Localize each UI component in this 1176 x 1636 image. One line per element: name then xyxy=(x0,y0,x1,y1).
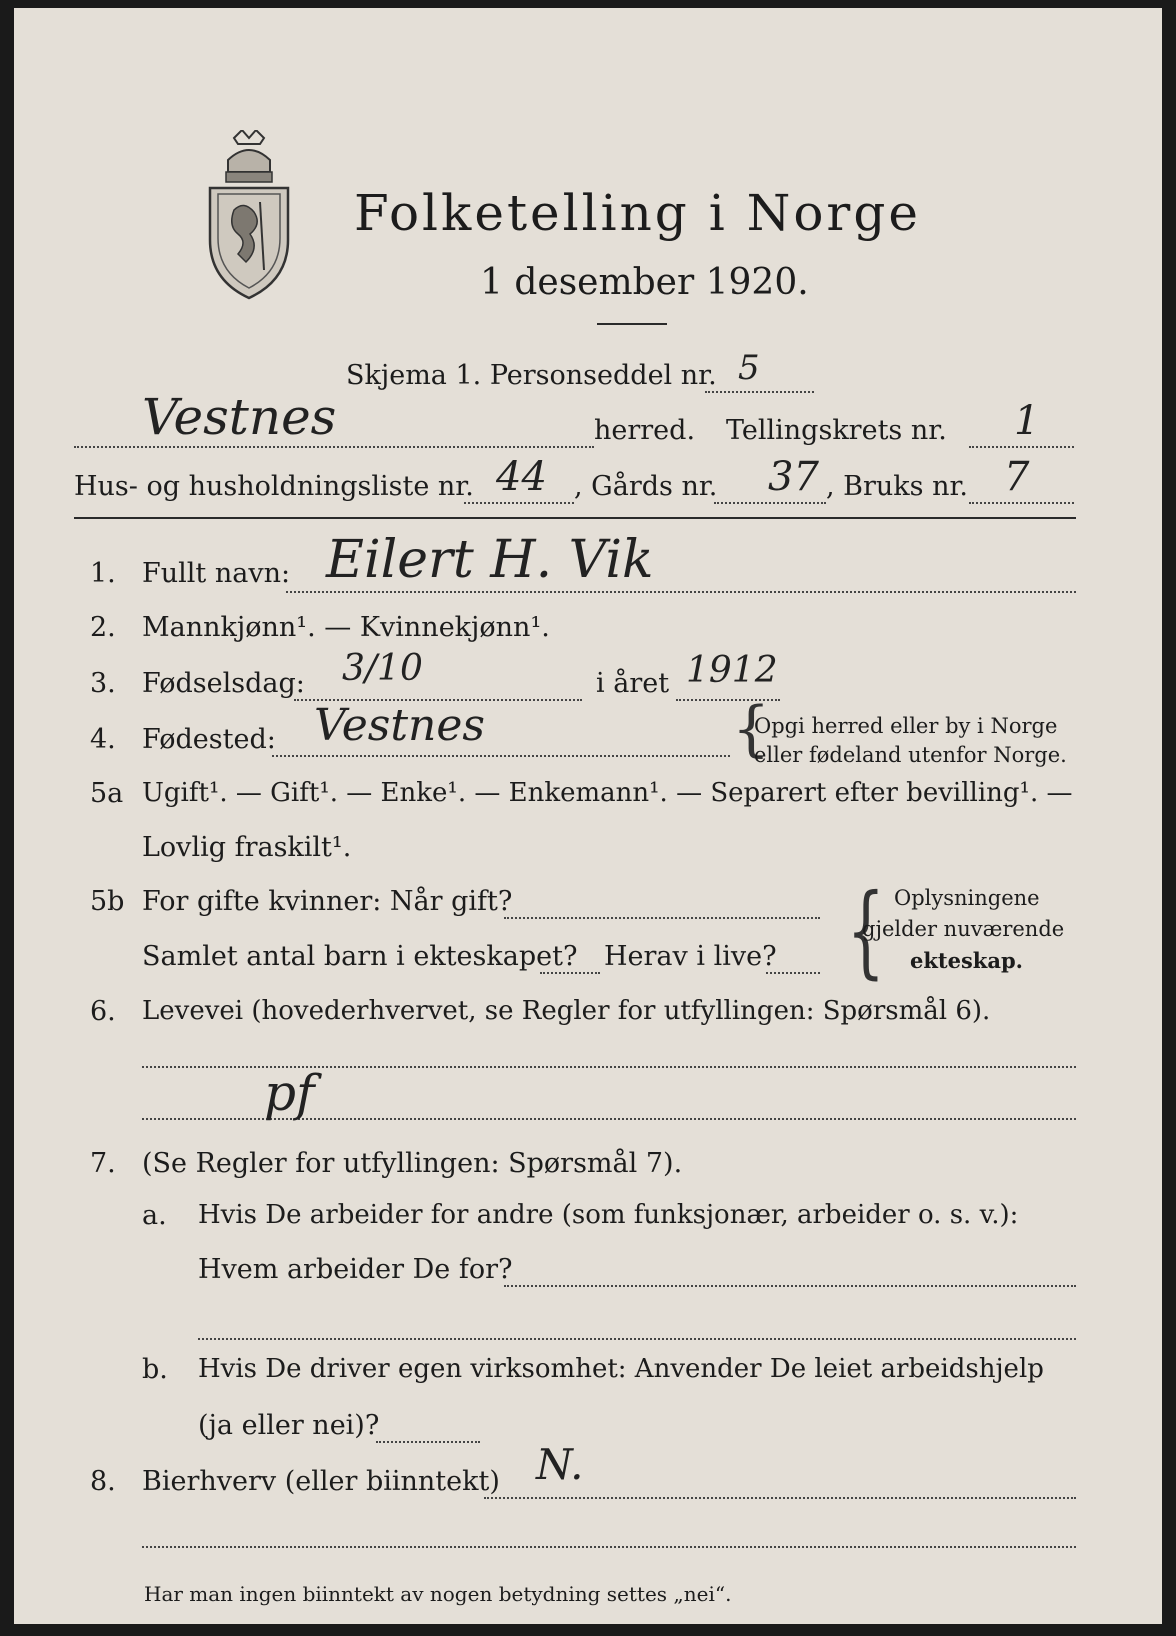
tellingskrets-nr: 1 xyxy=(1014,398,1040,444)
tellingskrets-label: Tellingskrets nr. xyxy=(726,415,947,446)
coat-of-arms-icon xyxy=(204,130,294,300)
q6-number: 6. xyxy=(90,996,116,1027)
husliste-label: Hus- og husholdningsliste nr. xyxy=(74,471,474,502)
q5b-note-1: Oplysningene xyxy=(894,886,1040,910)
gards-nr: 37 xyxy=(768,454,819,500)
q3-year-label: i året xyxy=(596,668,670,699)
q3-number: 3. xyxy=(90,668,116,699)
q8-label: Bierhverv (eller biinntekt) xyxy=(142,1466,500,1497)
q7a-field-2 xyxy=(198,1338,1076,1340)
herred-label: herred. xyxy=(594,415,696,446)
q2-number: 2. xyxy=(90,612,116,643)
q5b-alive-field xyxy=(766,972,820,974)
q7a-label-2: Hvem arbeider De for? xyxy=(198,1254,513,1285)
birthplace-value: Vestnes xyxy=(314,700,485,751)
q4-brace: { xyxy=(732,694,771,764)
q7-label: (Se Regler for utfyllingen: Spørsmål 7). xyxy=(142,1148,683,1179)
q7b-label: Hvis De driver egen virksomhet: Anvender De leiet arbeidshjelp xyxy=(198,1354,1044,1384)
q4-note-1: Opgi herred eller by i Norge xyxy=(754,714,1058,738)
q5a-label-2: Lovlig fraskilt¹. xyxy=(142,832,352,863)
q7a-letter: a. xyxy=(142,1200,167,1231)
birthday-value: 3/10 xyxy=(342,648,423,689)
q5a-number: 5a xyxy=(90,778,124,809)
side-income-value: N. xyxy=(536,1440,584,1489)
q1-label: Fullt navn: xyxy=(142,558,291,589)
q5b-children-field xyxy=(540,972,600,974)
q1-number: 1. xyxy=(90,558,116,589)
q8-number: 8. xyxy=(90,1466,116,1497)
q1-field xyxy=(286,591,1076,593)
form-title: Folketelling i Norge xyxy=(354,184,921,242)
census-date: 1 desember 1920. xyxy=(480,262,809,303)
q4-number: 4. xyxy=(90,724,116,755)
q5b-brace: { xyxy=(846,872,885,989)
q7a-label: Hvis De arbeider for andre (som funksjonær, arbeider o. s. v.): xyxy=(198,1200,1019,1230)
q5b-label-3: Herav i live? xyxy=(604,941,777,972)
header-rule xyxy=(74,517,1076,519)
q8-field xyxy=(484,1497,1076,1499)
q4-field xyxy=(272,755,730,757)
q7a-field-1 xyxy=(504,1285,1076,1287)
q7b-label-2: (ja eller nei)? xyxy=(198,1410,380,1441)
herred-value: Vestnes xyxy=(142,388,337,446)
q7b-letter: b. xyxy=(142,1354,168,1385)
q4-label: Fødested: xyxy=(142,724,276,755)
occupation-value: pf xyxy=(264,1064,315,1122)
bruks-label: , Bruks nr. xyxy=(826,471,969,502)
birth-year-value: 1912 xyxy=(686,650,778,691)
q4-note-2: eller fødeland utenfor Norge. xyxy=(754,743,1067,767)
q5b-note-2: gjelder nuværende xyxy=(862,917,1065,941)
q5b-field xyxy=(504,917,820,919)
q5b-label-2: Samlet antal barn i ekteskapet? xyxy=(142,941,578,972)
q3-label: Fødselsdag: xyxy=(142,668,305,699)
schema-label: Skjema 1. Personseddel nr. xyxy=(346,360,717,391)
census-form xyxy=(14,8,1162,1624)
bruks-nr: 7 xyxy=(1004,454,1030,500)
q7-number: 7. xyxy=(90,1148,116,1179)
herred-field xyxy=(74,446,594,448)
husliste-nr: 44 xyxy=(496,454,547,500)
bruks-field xyxy=(969,502,1074,504)
footer-note: Har man ingen biinntekt av nogen betydning settes „nei“. xyxy=(144,1582,732,1606)
q5a-label: Ugift¹. — Gift¹. — Enke¹. — Enkemann¹. — Separert efter bevilling¹. — xyxy=(142,778,1073,808)
q6-label: Levevei (hovederhvervet, se Regler for utfyllingen: Spørsmål 6). xyxy=(142,996,991,1026)
husliste-field xyxy=(464,502,574,504)
gards-label: , Gårds nr. xyxy=(574,471,718,502)
gards-field xyxy=(714,502,826,504)
q2-label: Mannkjønn¹. — Kvinnekjønn¹. xyxy=(142,612,550,643)
q5b-label: For gifte kvinner: Når gift? xyxy=(142,886,513,917)
q8-field-2 xyxy=(142,1546,1076,1548)
personseddel-field xyxy=(705,391,814,393)
q7b-field xyxy=(376,1441,480,1443)
personseddel-nr: 5 xyxy=(738,348,760,388)
title-divider xyxy=(597,323,667,325)
q5b-number: 5b xyxy=(90,886,125,917)
q5b-note-3: ekteskap. xyxy=(910,948,1023,973)
full-name-value: Eilert H. Vik xyxy=(326,530,654,590)
tellingskrets-field xyxy=(969,446,1074,448)
